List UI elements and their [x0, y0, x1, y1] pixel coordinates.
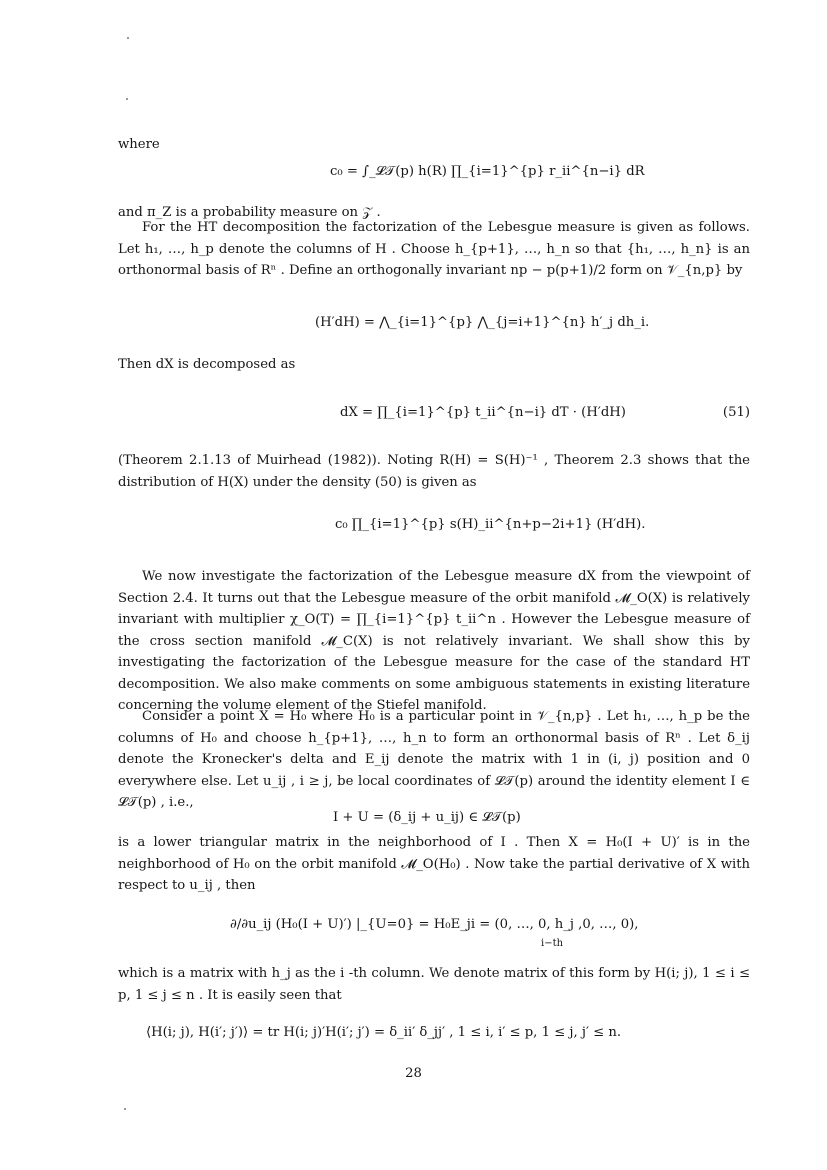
page-number: 28: [405, 1066, 422, 1081]
text-then-dx: Then dX is decomposed as: [118, 357, 296, 372]
scan-speck: [126, 98, 128, 100]
paragraph-ht-decomposition: For the HT decomposition the factorization of the Lebesgue measure is given as follows. Let h₁, …, h_p denote the columns of H . Choose h_{p+1}, …, h_n so that {h₁, …, h_n} is an orthonormal basis of Rⁿ . Define an orthogonally invariant np − p(p+1)/2 form on 𝒱_{n,p} by: [118, 220, 750, 278]
text-and-pi: and π_Z is a probability measure on 𝒵 .: [118, 205, 381, 220]
equation-i-plus-u: I + U = (δ_ij + u_ij) ∈ 𝓛𝒯(p): [333, 810, 521, 825]
equation-dx: dX = ∏_{i=1}^{p} t_ii^{n−i} dT · (H′dH): [340, 405, 626, 420]
paragraph-which-matrix: which is a matrix with h_j as the i -th column. We denote matrix of this form by H(i; j), 1 ≤ i ≤ p, 1 ≤ j ≤ n . It is easily seen that: [118, 966, 750, 1003]
scan-speck: [124, 1108, 126, 1110]
equation-hdh: (H′dH) = ⋀_{i=1}^{p} ⋀_{j=i+1}^{n} h′_j dh_i.: [315, 315, 650, 330]
equation-partial-derivative: ∂/∂u_ij (H₀(I + U)′) |_{U=0} = H₀E_ji = (0, …, 0, h_j ,0, …, 0),: [230, 917, 639, 932]
paragraph-factorization: We now investigate the factorization of the Lebesgue measure dX from the viewpoint of Section 2.4. It turns out that the Lebesgue measure of the orbit manifold 𝓜_O(X) is relatively invariant with multiplier χ_O(T) = ∏_{i=1}^{p} t_ii^n . However the Lebesgue measure of the cross section manifold 𝓜_C(X) is not relatively invariant. We shall show this by investigating the factorization of the Lebesgue measure for the case of the standard HT decomposition. We also make comments on some ambiguous statements in existing literature concerning the volume element of the Stiefel manifold.: [118, 569, 750, 713]
paragraph-theorem: (Theorem 2.1.13 of Muirhead (1982)). Noting R(H) = S(H)⁻¹ , Theorem 2.3 shows that the distribution of H(X) under the density (50) is given as: [118, 453, 750, 490]
paragraph-lower-triangular: is a lower triangular matrix in the neighborhood of I . Then X = H₀(I + U)′ is in the neighborhood of H₀ on the orbit manifold 𝓜_O(H₀) . Now take the partial derivative of X with respect to u_ij , then: [118, 835, 750, 893]
text-where: where: [118, 137, 160, 152]
equation-c0: c₀ = ∫_𝓛𝒯(p) h(R) ∏_{i=1}^{p} r_ii^{n−i} dR: [330, 164, 645, 179]
equation-distribution: c₀ ∏_{i=1}^{p} s(H)_ii^{n+p−2i+1} (H′dH).: [335, 517, 646, 532]
equation-ith-label: i−th: [541, 938, 564, 949]
paragraph-consider-point: Consider a point X = H₀ where H₀ is a particular point in 𝒱_{n,p} . Let h₁, …, h_p be the columns of H₀ and choose h_{p+1}, …, h_n to form an orthonormal basis of Rⁿ . Let δ_ij denote the Kronecker's delta and E_ij denote the matrix with 1 in (i, j) position and 0 everywhere else. Let u_ij , i ≥ j, be local coordinates of 𝓛𝒯(p) around the identity element I ∈ 𝓛𝒯(p) , i.e.,: [118, 709, 750, 810]
equation-number-51: (51): [722, 405, 750, 420]
scan-speck: [127, 37, 129, 39]
equation-inner-product: ⟨H(i; j), H(i′; j′)⟩ = tr H(i; j)′H(i′; j′) = δ_ii′ δ_jj′ , 1 ≤ i, i′ ≤ p, 1 ≤ j, j′ ≤ n.: [146, 1025, 622, 1040]
